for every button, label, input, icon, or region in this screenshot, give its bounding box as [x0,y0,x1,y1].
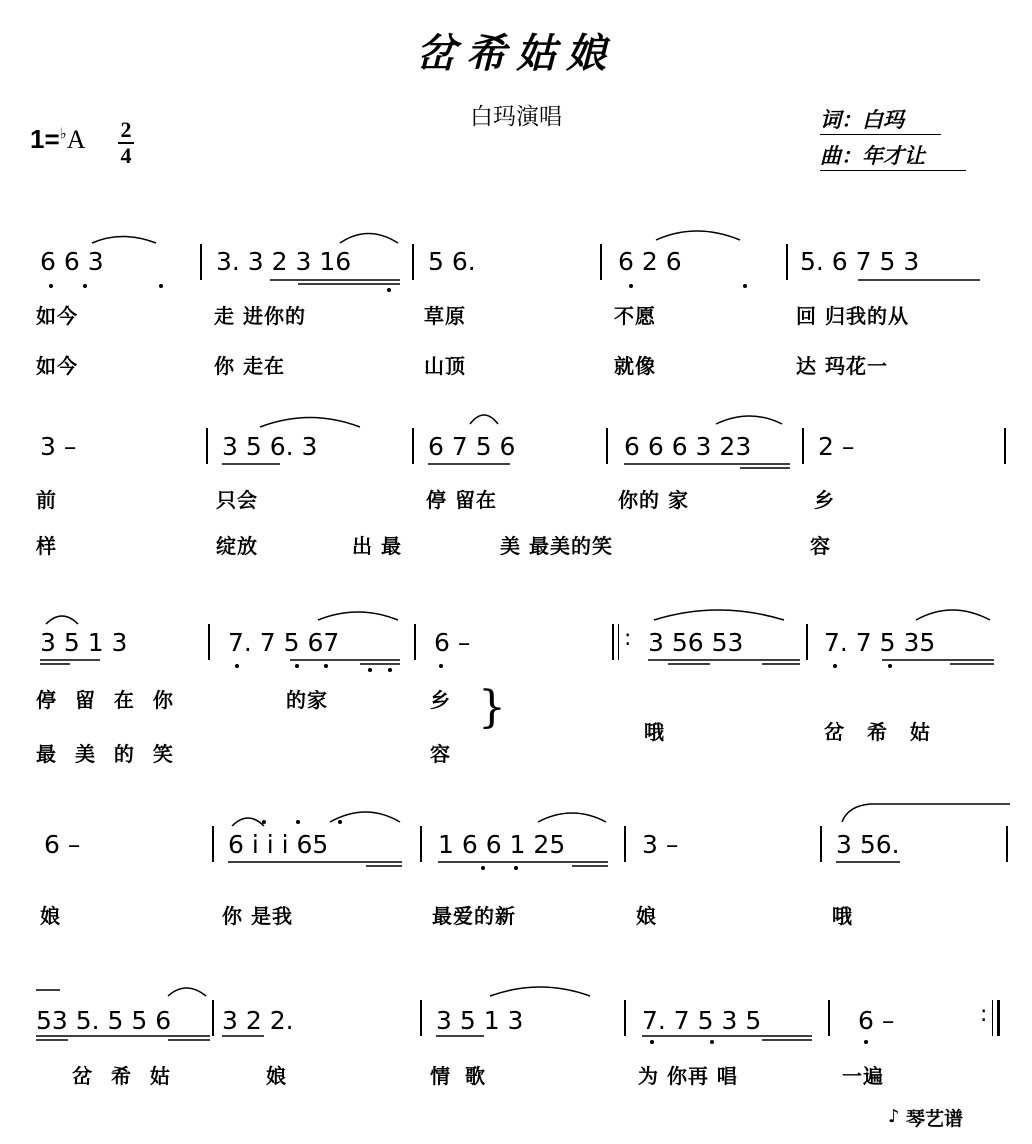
row2-measure3-notes: 6 7 5 6 [428,432,516,461]
octave-dot [481,866,485,870]
flat-symbol: ♭ [59,125,67,143]
octave-dot [388,668,392,672]
row1-lyric1-m3: 草原 [424,304,466,328]
slur [656,231,740,240]
slur [232,818,264,826]
row3-measure4-notes: 3 56 53 [648,628,744,657]
row3-lyric1-m1: 停 留 在 你 [36,688,179,712]
row4-lyric1-m1: 娘 [40,904,61,928]
row1-lyric2-m1: 如今 [36,354,78,378]
octave-dot [49,284,53,288]
octave-dot [864,1040,868,1044]
row2-lyric1-m1: 前 [36,488,57,512]
row4-measure1-notes: 6 – [44,830,81,859]
octave-dot [710,1040,714,1044]
row1-measure4-notes: 6 2 6 [618,247,682,276]
row4-lyric1-m2: 你 是我 [222,904,293,928]
row1-lyric2-m2: 你 走在 [214,354,285,378]
row5-measure3-notes: 3 5 1 3 [436,1006,524,1035]
row4-measure4-notes: 3 – [642,830,679,859]
row3-chorus-name: 岔 希 姑 [824,720,938,744]
row3-measure2-notes: 7. 7 5 67 [228,628,340,657]
slur [318,612,398,620]
row3-chorus-oh: 哦 [644,720,665,744]
watermark-icon: ♪ [888,1106,900,1127]
octave-dot [262,820,266,824]
row1-lyric2-m3: 山顶 [424,354,466,378]
row5-lyric1-m4: 为 你再 唱 [638,1064,738,1088]
row4-lyric1-m5: 哦 [832,904,853,928]
row1-lyric1-m4: 不愿 [614,304,656,328]
key-note: A [66,125,86,154]
row3-measure5-notes: 7. 7 5 35 [824,628,936,657]
row5-measure4-notes: 7. 7 5 3 5 [642,1006,762,1035]
row1-lyric2-m4: 就像 [614,354,656,378]
row1-measure1-notes: 6 6 3 [40,247,104,276]
slur [92,237,156,244]
song-title: 岔希姑娘 [416,30,616,77]
row4-lyric1-m4: 娘 [636,904,657,928]
octave-dot [159,284,163,288]
row2-lyric2-m4: 美 最美的笑 [500,534,613,558]
row2-measure1-notes: 3 – [40,432,77,461]
row3-lyric2-m2: 容 [430,742,451,766]
row2-lyric1-m3: 停 留在 [426,488,497,512]
row1-lyric1-m1: 如今 [36,304,78,328]
octave-dot [387,288,391,292]
slur [46,616,78,624]
row5-lyric1-m2: 娘 [266,1064,287,1088]
octave-dot [338,820,342,824]
verse-brace: } [478,682,506,733]
row2-measure4-notes: 6 6 6 3 23 [624,432,752,461]
slur [340,234,398,244]
slur [490,987,590,996]
row3-lyric1-m2: 的家 [286,688,328,712]
octave-dot [833,664,837,668]
row5-measure5-notes: 6 – [858,1006,895,1035]
row1-lyric2-m5: 达 玛花一 [796,354,888,378]
octave-dot [650,1040,654,1044]
row5-lyric1-m5: 一遍 [842,1064,884,1088]
row5-lyric1-m1: 岔 希 姑 [72,1064,176,1088]
row1-lyric1-m5: 回 归我的从 [796,304,909,328]
repeat-dots: : [624,626,632,651]
row2-measure2-notes: 3 5 6. 3 [222,432,318,461]
lyricist-credit: 词：白玛 [820,104,941,135]
row2-lyric1-m2: 只会 [216,488,258,512]
row2-lyric2-m2: 绽放 [216,534,258,558]
slur [260,418,360,428]
octave-dot [743,284,747,288]
row1-measure2-notes: 3. 3 2 3 16 [216,247,352,276]
slur [716,416,782,424]
composer-credit: 曲：年才让 [820,140,966,171]
row2-lyric1-m5: 乡 [814,488,835,512]
row2-lyric1-m4: 你的 家 [618,488,689,512]
row2-lyric2-m3: 出 最 [352,534,402,558]
slur [916,610,990,620]
slur [654,610,784,620]
row2-measure5-notes: 2 – [818,432,855,461]
slur [470,415,498,424]
row3-measure3-notes: 6 – [434,628,471,657]
meter-bottom: 4 [120,143,132,168]
octave-dot [368,668,372,672]
row4-measure5-notes: 3 56. [836,830,900,859]
performer-label: 白玛演唱 [470,104,562,130]
row5-measure1-notes: 53 5. 5 5 6 [36,1006,172,1035]
octave-dot [296,820,300,824]
row2-lyric2-m1: 样 [36,534,57,558]
row1-lyric1-m2: 走 进你的 [214,304,306,328]
octave-dot [888,664,892,668]
row4-measure3-notes: 1 6 6 1 25 [438,830,566,859]
repeat-end-dots: : [980,1002,988,1027]
meter-top: 2 [120,117,132,142]
row5-measure2-notes: 3 2 2. [222,1006,294,1035]
slur [168,988,206,996]
row3-measure1-notes: 3 5 1 3 [40,628,128,657]
key-prefix: 1= [30,124,60,154]
octave-dot [83,284,87,288]
slur [538,813,606,822]
slur [842,804,1010,822]
row3-lyric1-m3: 乡 [430,688,451,712]
watermark-logo: 琴艺谱 [906,1108,964,1130]
row1-measure3-notes: 5 6. [428,247,476,276]
row3-lyric2-m1: 最 美 的 笑 [36,742,179,766]
octave-dot [514,866,518,870]
row4-measure2-notes: 6 i i i 65 [228,830,329,859]
octave-dot [324,664,328,668]
row1-measure5-notes: 5. 6 7 5 3 [800,247,920,276]
row2-lyric2-m5: 容 [810,534,831,558]
octave-dot [235,664,239,668]
octave-dot [439,664,443,668]
octave-dot [295,664,299,668]
row4-lyric1-m3: 最爱的新 [432,904,516,928]
octave-dot [629,284,633,288]
row5-lyric1-m3: 情 歌 [430,1064,489,1088]
